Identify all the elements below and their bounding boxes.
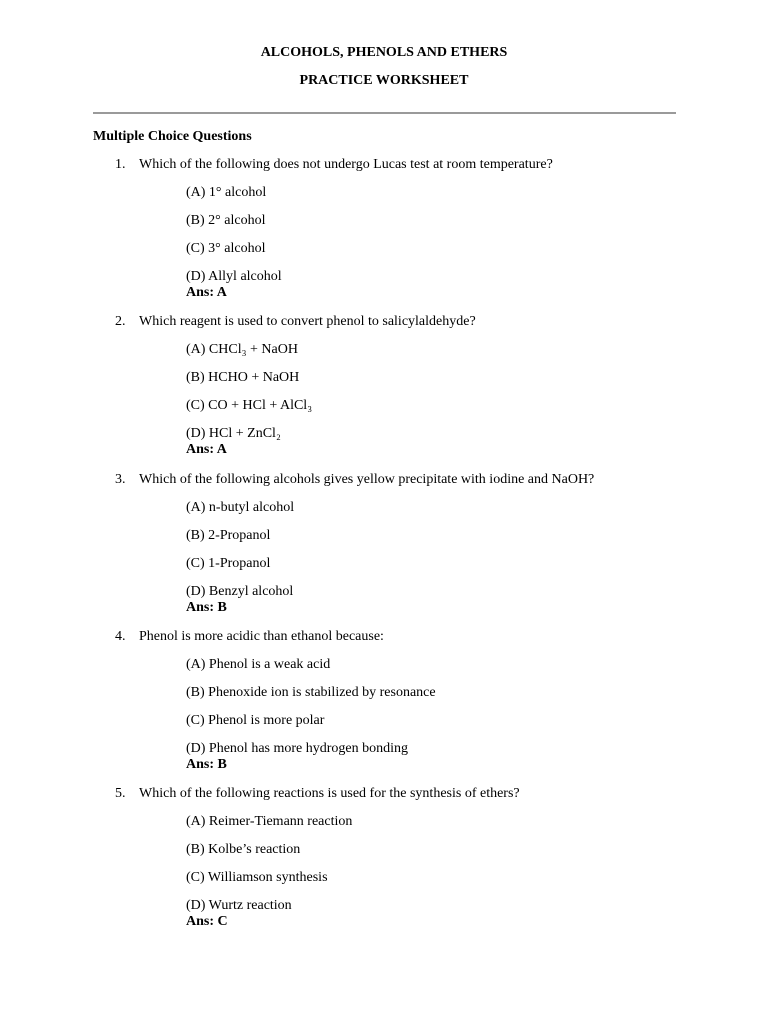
question-number: 4. [115, 629, 126, 644]
answer-label: Ans: A [186, 285, 227, 300]
option-a: (A) Phenol is a weak acid [186, 657, 331, 672]
option-d: (D) HCl + ZnCl₂ [186, 426, 281, 441]
question-number: 1. [115, 157, 126, 172]
question-text: Which of the following does not undergo Lucas test at room temperature? [139, 157, 553, 172]
question-text: Which reagent is used to convert phenol to salicylaldehyde? [139, 314, 476, 329]
question-number: 2. [115, 314, 126, 329]
answer-label: Ans: A [186, 442, 227, 457]
answer-label: Ans: B [186, 600, 227, 615]
option-c: (C) CO + HCl + AlCl₃ [186, 398, 313, 413]
option-a: (A) CHCl₃ + NaOH [186, 342, 298, 357]
page-title: ALCOHOLS, PHENOLS AND ETHERS [260, 45, 508, 60]
option-b: (B) 2° alcohol [186, 213, 266, 228]
option-c: (C) Phenol is more polar [186, 713, 325, 728]
answer-label: Ans: C [186, 914, 228, 929]
option-b: (B) Phenoxide ion is stabilized by resonance [186, 685, 436, 700]
option-b: (B) HCHO + NaOH [186, 370, 300, 385]
option-a: (A) Reimer-Tiemann reaction [186, 814, 353, 829]
option-d: (D) Benzyl alcohol [186, 584, 294, 599]
option-c: (C) 3° alcohol [186, 241, 266, 256]
question-text: Which of the following alcohols gives yellow precipitate with iodine and NaOH? [139, 472, 595, 487]
option-c: (C) 1-Propanol [186, 556, 271, 571]
option-d: (D) Phenol has more hydrogen bonding [186, 741, 409, 756]
question-text: Which of the following reactions is used for the synthesis of ethers? [139, 786, 520, 801]
header-divider [93, 112, 676, 114]
option-d: (D) Allyl alcohol [186, 269, 282, 284]
option-a: (A) n-butyl alcohol [186, 500, 295, 515]
option-a: (A) 1° alcohol [186, 185, 267, 200]
question-number: 3. [115, 472, 126, 487]
option-b: (B) Kolbe’s reaction [186, 842, 301, 857]
option-d: (D) Wurtz reaction [186, 898, 292, 913]
option-b: (B) 2-Propanol [186, 528, 271, 543]
option-c: (C) Williamson synthesis [186, 870, 328, 885]
question-text: Phenol is more acidic than ethanol because: [139, 629, 384, 644]
page-subtitle: PRACTICE WORKSHEET [299, 73, 469, 88]
section-heading: Multiple Choice Questions [93, 129, 252, 144]
answer-label: Ans: B [186, 757, 227, 772]
question-number: 5. [115, 786, 126, 801]
